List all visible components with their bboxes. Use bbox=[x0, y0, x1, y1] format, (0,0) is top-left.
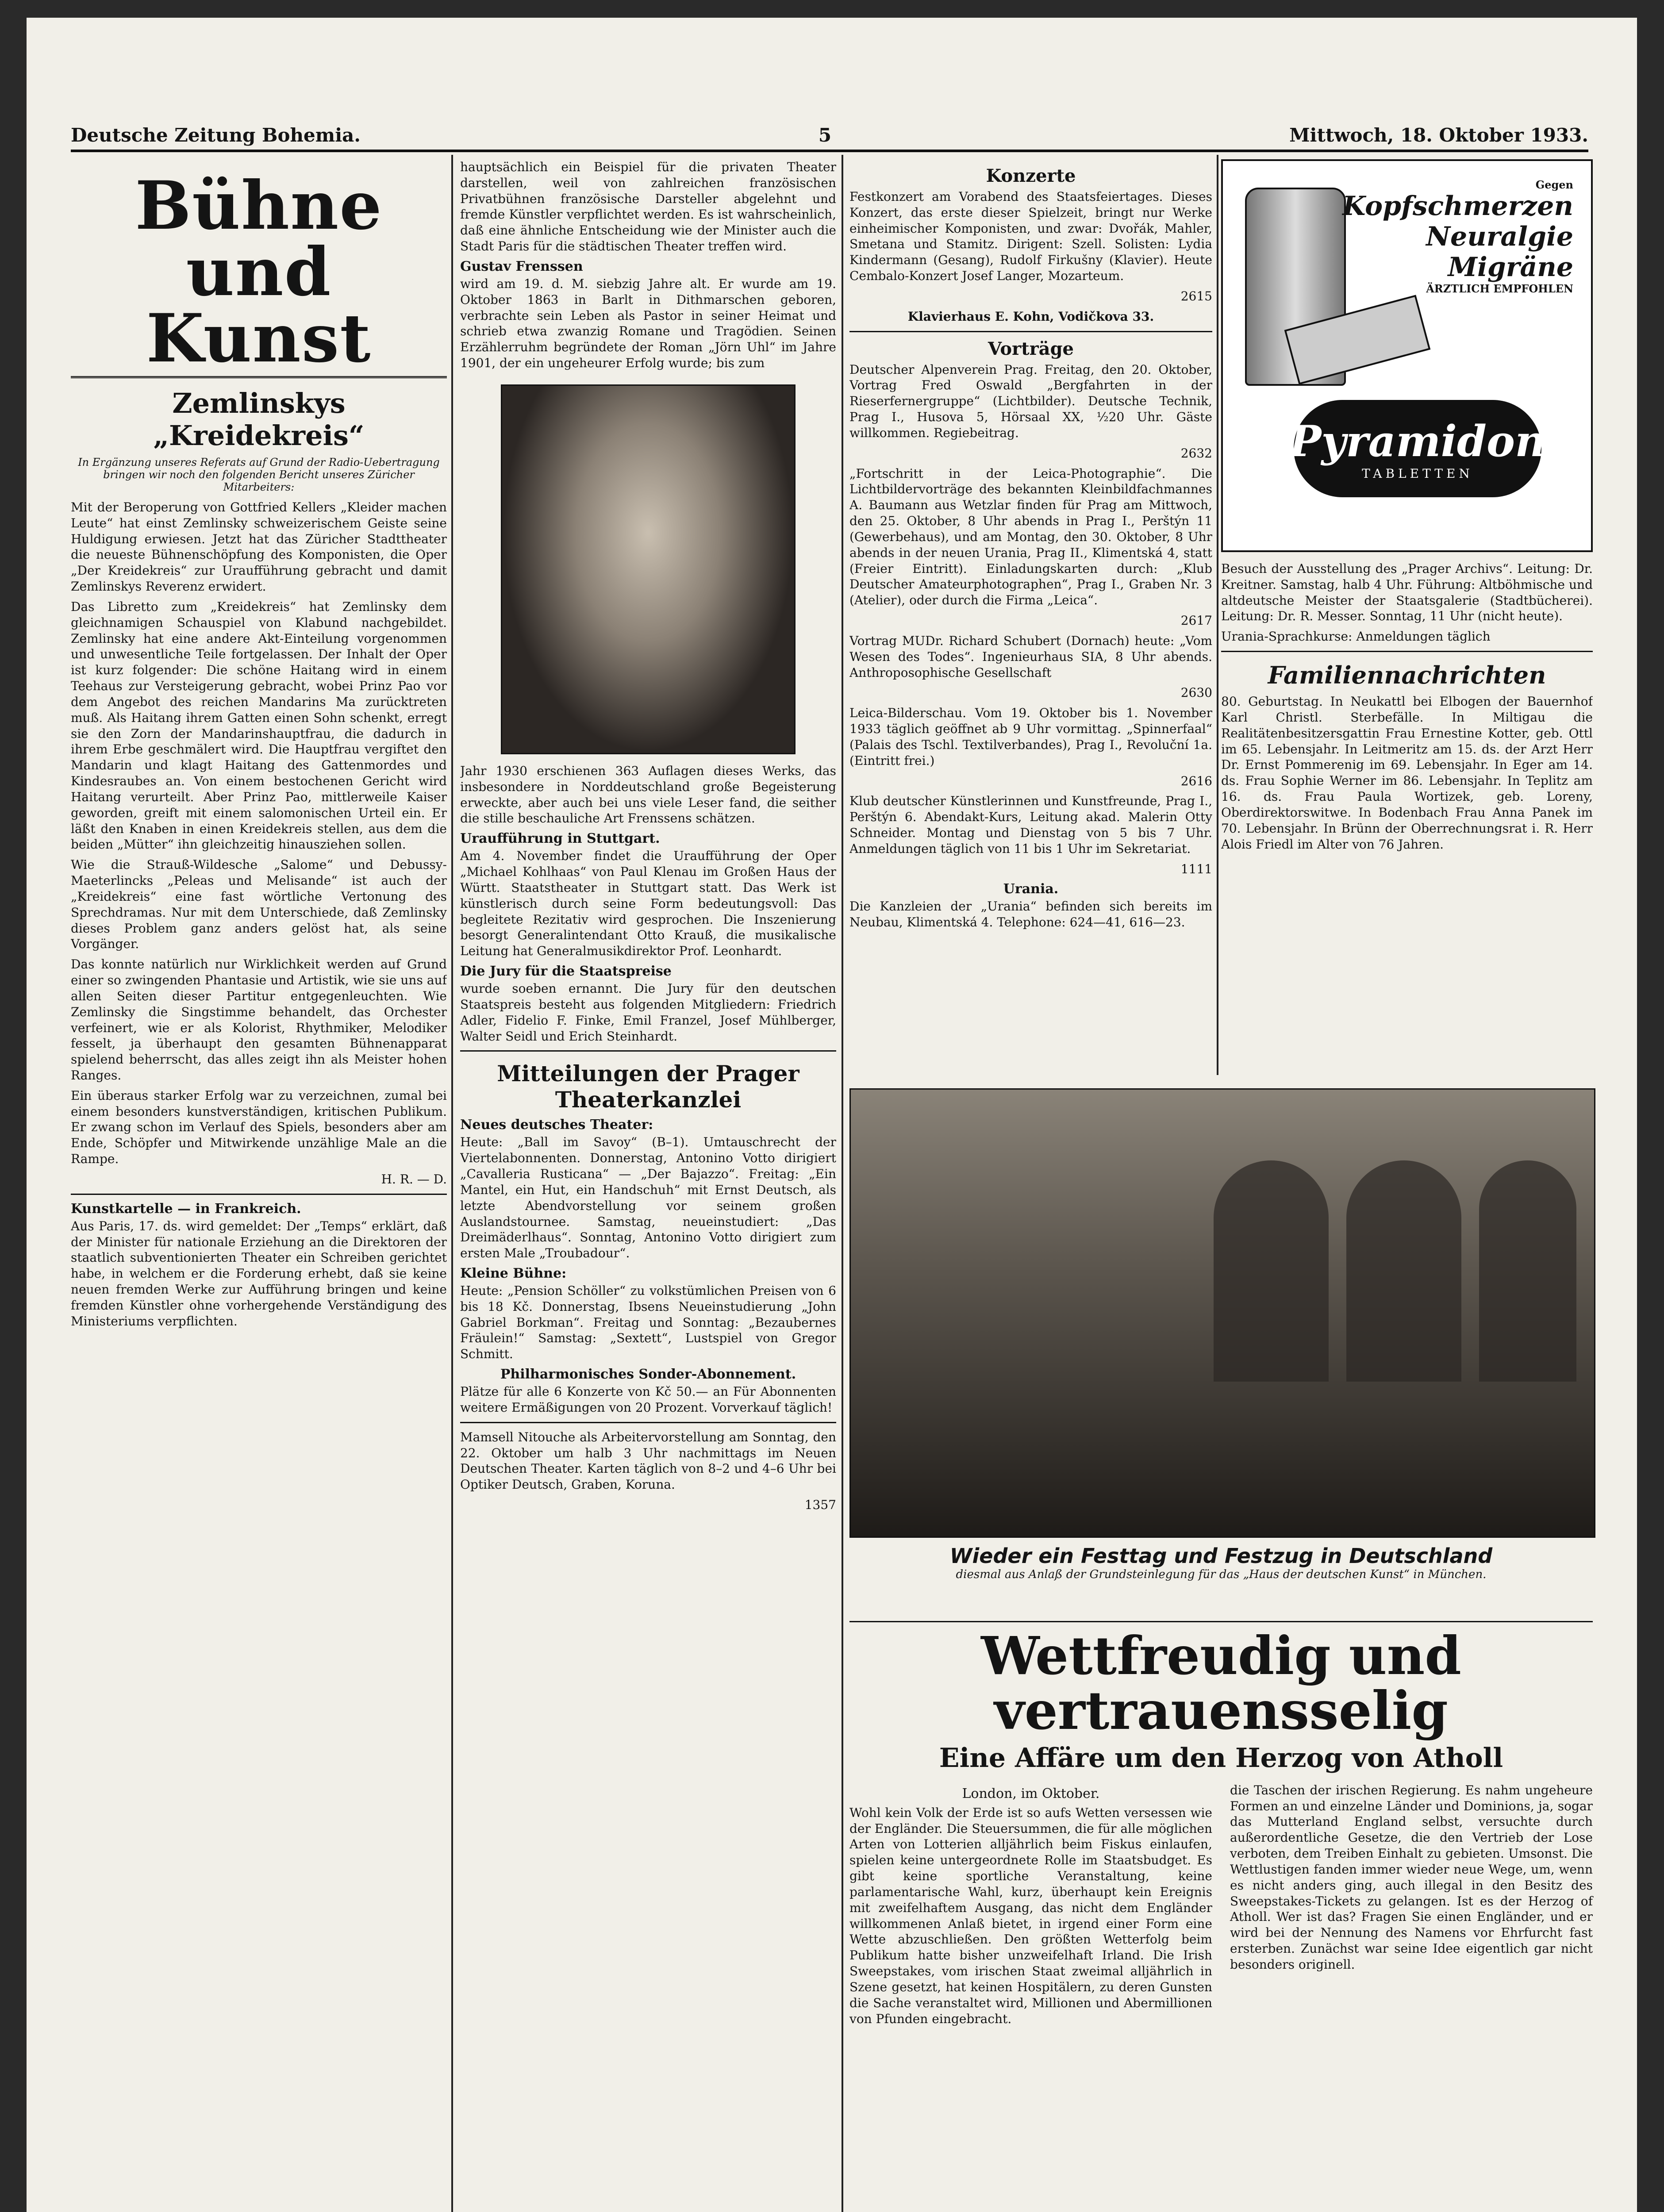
column-1 bbox=[71, 159, 447, 2212]
subhead-philharmonic: Philharmonisches Sonder-Abonnement. bbox=[500, 1367, 796, 1382]
headline-zemlinsky: Zemlinskys „Kreidekreis“ bbox=[153, 387, 365, 452]
ad-number: 2632 bbox=[1180, 445, 1212, 461]
caption-sub: diesmal aus Anlaß der Grundsteinlegung für das „Haus der deutschen Kunst“ in München. bbox=[956, 1568, 1487, 1581]
newspaper-page bbox=[27, 18, 1637, 2212]
arch-shape bbox=[1346, 1160, 1461, 1382]
signature: H. R. — D. bbox=[381, 1171, 447, 1187]
pyramidon-ad bbox=[1221, 159, 1593, 552]
photo-caption bbox=[849, 1544, 1593, 1581]
paragraph: Leica-Bilderschau. Vom 19. Oktober bis 1. November 1933 täglich geöffnet ab 9 Uhr vormittag. „Spinnerfaal“ (Palais des Tschl. Textilverbandes), Prag I., Revoluční 1a. (Eintritt frei.) bbox=[849, 706, 1212, 768]
paragraph: die Taschen der irischen Regierung. Es nahm ungeheure Formen an und einzelne Länder und Dominions, ja, sogar das Mutterland England selbst, versuchte durch außerordentliche Gesetze, die den Vertrieb der Lose verboten, dem Treiben Einhalt zu gebieten. Umsonst. Die Wettlustigen fanden immer wieder neue Wege, um, wenn es nicht anders ging, auch illegal in den Besitz des Sweepstakes-Tickets zu gelangen. Ist es der Herzog of Atholl. Wer ist das? Fragen Sie einen Engländer, und er wird bei der Nennung des Namens vor Ehrfurcht fast ersterben. Zunächst war seine Idee eigentlich gar nicht besonders originell. bbox=[1230, 1782, 1593, 1972]
column-rule bbox=[451, 155, 453, 2212]
headline-mitteilungen: Mitteilungen der Prager Theaterkanzlei bbox=[497, 1060, 799, 1113]
ad-line: Neuralgie bbox=[1426, 221, 1573, 252]
dateline: London, im Oktober. bbox=[962, 1786, 1100, 1801]
arch-shape bbox=[1479, 1160, 1576, 1382]
paragraph: Aus Paris, 17. ds. wird gemeldet: Der „Temps“ erklärt, daß der Minister für nationale Erziehung an die Direktoren der staatlich subventionierten Theater ein Schreiben gerichtet habe, in welchem er die Forderung erhebt, daß sie keine neuen fremden Werke zur Aufführung bringen und keine fremden Künstler ohne vorhergehende Verständigung des Ministeriums verpflichten. bbox=[71, 1218, 447, 1329]
divider bbox=[71, 1194, 447, 1195]
subhead-kunstkartelle: Kunstkartelle — in Frankreich. bbox=[71, 1201, 301, 1217]
intro-note: In Ergänzung unseres Referats auf Grund der Radio-Uebertragung bringen wir noch den folgenden Bericht unseres Züricher Mitarbeiters: bbox=[78, 456, 440, 493]
subhead-vortraege: Vorträge bbox=[988, 338, 1074, 359]
paragraph: Mit der Beroperung von Gottfried Kellers „Kleider machen Leute“ hat einst Zemlinsky schweizerischem Geiste seine Huldigung erwiesen. Jetzt hat das Züricher Stadttheater die neueste Bühnenschöpfung des Komponisten, die Oper „Der Kreidekreis“ zur Uraufführung gebracht und damit Zemlinskys Reverenz erwidert. bbox=[71, 500, 447, 594]
ad-number: 1111 bbox=[1180, 861, 1212, 876]
divider bbox=[460, 1422, 836, 1423]
brand-name: Pyramidon bbox=[1289, 416, 1546, 466]
divider bbox=[849, 331, 1212, 332]
column-3 bbox=[849, 159, 1212, 1079]
paragraph: wurde soeben ernannt. Die Jury für den deutschen Staatspreis besteht aus folgenden Mitgliedern: Friedrich Adler, Fidelio F. Finke, Emil Franzel, Josef Mühlberger, Walter Seidl und Erich Steinhardt. bbox=[460, 981, 836, 1044]
paragraph: Deutscher Alpenverein Prag. Freitag, den 20. Oktober, Vortrag Fred Oswald „Bergfahrten in der Rieserfernergruppe“ (Lichtbilder). Deutsche Technik, Prag I., Husova 5, Hörsaal XX, ½20 Uhr. Gäste willkommen. Regiebeitrag. bbox=[849, 362, 1212, 440]
feature-columns bbox=[849, 1782, 1593, 2032]
portrait-photo bbox=[501, 384, 795, 754]
divider bbox=[460, 1050, 836, 1052]
subhead-frenssen: Gustav Frenssen bbox=[460, 258, 583, 274]
masthead bbox=[71, 119, 1588, 152]
column-2 bbox=[460, 159, 836, 2212]
brand-logo bbox=[1289, 400, 1546, 497]
brand-tablets: TABLETTEN bbox=[1362, 466, 1473, 481]
column-rule bbox=[842, 155, 843, 2212]
paragraph: Wie die Strauß-Wildesche „Salome“ und Debussy-Maeterlincks „Peleas und Melisande“ ist auch der „Kreidekreis“ eine fast wörtliche Vertonung des Sprechdramas. Nur mit dem Unterschiede, daß Zemlinsky dieses Problem ganz anders gelöst hat, als seine Vorgänger. bbox=[71, 857, 447, 952]
paragraph: Vortrag MUDr. Richard Schubert (Dornach) heute: „Vom Wesen des Todes“. Ingenieurhaus SIA, 8 Uhr abends. Anthroposophische Gesellschaft bbox=[849, 633, 1212, 680]
paragraph: Jahr 1930 erschienen 363 Auflagen dieses Werks, das insbesondere in Norddeutschland große Begeisterung erweckte, aber auch bei uns viele Leser fand, die seither die stille beschauliche Art Frenssens schätzen. bbox=[460, 763, 836, 826]
ad-number: 2630 bbox=[1180, 685, 1212, 700]
paper-name: Deutsche Zeitung Bohemia. bbox=[71, 124, 361, 146]
arch-shape bbox=[1214, 1160, 1329, 1382]
divider bbox=[849, 1621, 1593, 1622]
ad-recommended: ÄRZTLICH EMPFOHLEN bbox=[1426, 282, 1573, 295]
paragraph: Wohl kein Volk der Erde ist so aufs Wetten versessen wie der Engländer. Die Steuersummen, die für alle möglichen Arten von Lotterien alljährlich beim Fiskus einlaufen, spielen keine untergeordnete Rolle im Staatsbudget. Es gibt keine sportliche Veranstaltung, keine parlamentarische Wahl, kurz, überhaupt kein Ereignis mit zweifelhaftem Ausgang, das nicht dem Engländer willkommenen Anlaß bietet, in irgend einer Form eine Wette abzuschließen. Den größten Wetterfolg beim Publikum hatte bisher unzweifelhaft Irland. Die Irish Sweepstakes, vom irischen Staat zweimal alljährlich in Szene gesetzt, hat keinen Hospitälern, zu deren Gunsten die Sache veranstaltet wird, Millionen und Abermillionen von Pfunden eingebracht. bbox=[849, 1805, 1212, 2026]
subhead-jury: Die Jury für die Staatspreise bbox=[460, 964, 672, 979]
ad-line: Migräne bbox=[1448, 251, 1573, 283]
feature-article bbox=[849, 1615, 1593, 2031]
headline-familien: Familiennachrichten bbox=[1268, 661, 1546, 690]
subhead-stuttgart: Uraufführung in Stuttgart. bbox=[460, 831, 660, 847]
ad-claims bbox=[1342, 179, 1573, 295]
feature-headline: Wettfreudig und vertrauensselig bbox=[981, 1625, 1461, 1741]
subhead-konzerte: Konzerte bbox=[986, 165, 1076, 186]
paragraph: Das Libretto zum „Kreidekreis“ hat Zemlinsky dem gleichnamigen Schauspiel von Klabund nachgebildet. Zemlinsky hat eine andere Akt-Einteilung vorgenommen und unwesentliche Teile fortgelassen. Der Inhalt der Oper ist kurz folgender: Die schöne Haitang wird in einem Teehaus zur Versteigerung gebracht, wobei Prinz Pao vor dem Angebot des reichen Mandarins Ma zurücktreten muß. Als Haitang ihrem Gatten einen Sohn schenkt, erregt sie den Zorn der Mandarinshauptfrau, die dadurch in ihrem Erbe geschmälert wird. Die Hauptfrau vergiftet den Mandarin und klagt Haitang des Gattenmordes und Kindesraubes an. Von einem bestochenen Gericht wird Haitang verurteilt. Aber Prinz Pao, mittlerweile Kaiser geworden, greift mit einem salomonischen Urteil ein. Er läßt den Knaben in einen Kreidekreis stellen, aus dem die beiden „Mütter“ ihn gleichzeitig hinausziehen sollen. bbox=[71, 599, 447, 852]
ad-line: Kopfschmerzen bbox=[1342, 190, 1573, 222]
paragraph: „Fortschritt in der Leica-Photographie“. Die Lichtbildervorträge des bekannten Kleinbildfachmannes A. Baumann aus Wetzlar finden für Prag am Mittwoch, den 25. Oktober, 8 Uhr abends in Prag I., Perštýn 11 (Gewerbehaus), und am Montag, den 30. Oktober, 8 Uhr abends in der neuen Urania, Prag II., Klimentská 4, statt (Freier Eintritt). Einladungskarten durch: „Klub Deutscher Amateurphotographen“, Prag I., Graben Nr. 3 (Atelier), oder durch die Firma „Leica“. bbox=[849, 466, 1212, 608]
ad-number: 2617 bbox=[1180, 613, 1212, 628]
paragraph: Ein überaus starker Erfolg war zu verzeichnen, zumal bei einem besonders kunstverständigen, kritischen Publikum. Er zwang schon im Verlauf des Spiels, besonders aber am Ende, Schöpfer und Mitwirkende unzählige Male an die Rampe. bbox=[71, 1088, 447, 1167]
feature-left bbox=[849, 1782, 1212, 2032]
paragraph: hauptsächlich ein Beispiel für die privaten Theater darstellen, weil von zahlreichen französischen Privatbühnen französische Darsteller abgelehnt und fremde Künstler verpflichtet werden. Es ist wahrscheinlich, daß eine ähnliche Entscheidung wie der Minister auch die Stadt Paris für die städtischen Theater treffen wird. bbox=[460, 160, 836, 254]
paragraph: Am 4. November findet die Uraufführung der Oper „Michael Kohlhaas“ von Paul Klenau im Großen Haus der Württ. Staatstheater in Stuttgart statt. Das Werk ist künstlerisch durch seine Form bedeutungsvoll: Das begleitete Rezitativ wird gesprochen. Die Inszenierung besorgt Generalintendant Otto Krauß, die musikalische Leitung hat Generalmusikdirektor Prof. Leonhardt. bbox=[460, 849, 836, 959]
subhead-kleine-buehne: Kleine Bühne: bbox=[460, 1265, 567, 1281]
section-title: Bühne und Kunst bbox=[71, 173, 447, 378]
paragraph: wird am 19. d. M. siebzig Jahre alt. Er wurde am 19. Oktober 1863 in Barlt in Dithmarschen geboren, verbrachte sein Leben als Pastor in seiner Heimat und schrieb etwa zwanzig Romane und Tragödien. Seinen Erzählerruhm begründete der Roman „Jörn Uhl“ im Jahre 1901, der ein ungeheurer Erfolg wurde; bis zum bbox=[460, 276, 836, 371]
subhead-urania: Urania. bbox=[1003, 881, 1059, 897]
klavierhaus: Klavierhaus E. Kohn, Vodičkova 33. bbox=[907, 309, 1154, 324]
paragraph: 80. Geburtstag. In Neukattl bei Elbogen der Bauernhof Karl Christl. Sterbefälle. In Miltigau die Realitätenbesitzersgattin Frau Ernestine Kotter, geb. Ottl im 65. Lebensjahr. In Leitmeritz am 15. ds. der Arzt Herr Dr. Ernst Pommerenig im 69. Lebensjahr. In Eger am 14. ds. Frau Sophie Werner im 86. Lebensjahr. In Teplitz am 16. ds. Frau Paula Wortizek, geb. Loreny, Oberdirektorswitwe. In Bodenbach Frau Anna Panek im 70. Lebensjahr. In Brünn der Oberrechnungsrat i. R. Herr Alois Friedl im Alter von 76 Jahren. bbox=[1221, 694, 1593, 852]
paragraph: Die Kanzleien der „Urania“ befinden sich bereits im Neubau, Klimentská 4. Telephone: 624—41, 616—23. bbox=[849, 899, 1212, 930]
festzug-photo bbox=[849, 1088, 1595, 1538]
ad-number: 1357 bbox=[804, 1498, 836, 1513]
paragraph: Mamsell Nitouche als Arbeitervorstellung am Sonntag, den 22. Oktober um halb 3 Uhr nachmittags im Neuen Deutschen Theater. Karten täglich von 8–2 und 4–6 Uhr bei Optiker Deutsch, Graben, Koruna. bbox=[460, 1429, 836, 1492]
caption-main: Wieder ein Festtag und Festzug in Deutschland bbox=[949, 1544, 1493, 1568]
paragraph: Das konnte natürlich nur Wirklichkeit werden auf Grund einer so zwingenden Phantasie und Artistik, wie sie uns auf allen Seiten dieser Partitur entgegenleuchten. Wie Zemlinsky die Singstimme behandelt, das Orchester verfeinert, wie er als Kolorist, Rhythmiker, Melodiker fesselt, ja überhaupt den gesamten Bühnenapparat spielend beherrscht, das alles zeigt ihn als Meister hohen Ranges. bbox=[71, 957, 447, 1083]
subhead-neues-theater: Neues deutsches Theater: bbox=[460, 1117, 653, 1133]
paragraph: Heute: „Pension Schöller“ zu volkstümlichen Preisen von 6 bis 18 Kč. Donnerstag, Ibsens Neueinstudierung „John Gabriel Borkman“. Freitag und Sonntag: „Bezaubernes Fräulein!“ Samstag: „Sextett“, Lustspiel von Gregor Schmitt. bbox=[460, 1283, 836, 1362]
paragraph: Plätze für alle 6 Konzerte von Kč 50.— an Für Abonnenten weitere Ermäßigungen von 20 Prozent. Vorverkauf täglich! bbox=[460, 1384, 836, 1415]
ad-number: 2616 bbox=[1180, 773, 1212, 788]
ad-number: 2615 bbox=[1180, 288, 1212, 303]
paragraph: Festkonzert am Vorabend des Staatsfeiertages. Dieses Konzert, das erste dieser Spielzeit, bringt nur Werke einheimischer Komponisten, und zwar: Dvořák, Mahler, Smetana und Stamitz. Dirigent: Szell. Solisten: Lydia Kindermann (Gesang), Rudolf Firkušny (Klavier). Heute Cembalo-Konzert Josef Langer, Mozarteum. bbox=[849, 189, 1212, 284]
paragraph: Klub deutscher Künstlerinnen und Kunstfreunde, Prag I., Perštýn 6. Abendakt-Kurs, Leitung akad. Malerin Otty Schneider. Montag und Dienstag von 5 bis 7 Uhr. Anmeldungen täglich von 11 bis 1 Uhr im Sekretariat. bbox=[849, 794, 1212, 856]
column-rule bbox=[1217, 155, 1218, 1075]
issue-date: Mittwoch, 18. Oktober 1933. bbox=[1289, 124, 1588, 146]
ad-gegen: Gegen bbox=[1535, 178, 1573, 191]
paragraph: Urania-Sprachkurse: Anmeldungen täglich bbox=[1221, 629, 1491, 644]
paragraph: Besuch der Ausstellung des „Prager Archivs“. Leitung: Dr. Kreitner. Samstag, halb 4 Uhr. Führung: Altböhmische und altdeutsche Meister der Staatsgalerie (Stadtbücherei). Leitung: Dr. R. Messer. Sonntag, 11 Uhr (nicht heute). bbox=[1221, 561, 1593, 624]
column-4 bbox=[1221, 159, 1593, 1079]
feature-right bbox=[1230, 1782, 1593, 2032]
paragraph: Heute: „Ball im Savoy“ (B–1). Umtauschrecht der Viertelabonnenten. Donnerstag, Antonino Votto dirigiert „Cavalleria Rusticana“ — „Der Bajazzo“. Freitag: „Ein Mantel, ein Hut, ein Handschuh“ mit Ernst Deutsch, als letzte Abendvorstellung vor seinem großen Auslandstournee. Samstag, neueinstudiert: „Das Dreimäderlhaus“. Sonntag, Antonino Votto dirigiert zum ersten Male „Troubadour“. bbox=[460, 1135, 836, 1261]
feature-subhead: Eine Affäre um den Herzog von Atholl bbox=[939, 1742, 1503, 1774]
page-number: 5 bbox=[818, 124, 832, 146]
divider bbox=[1221, 651, 1593, 652]
